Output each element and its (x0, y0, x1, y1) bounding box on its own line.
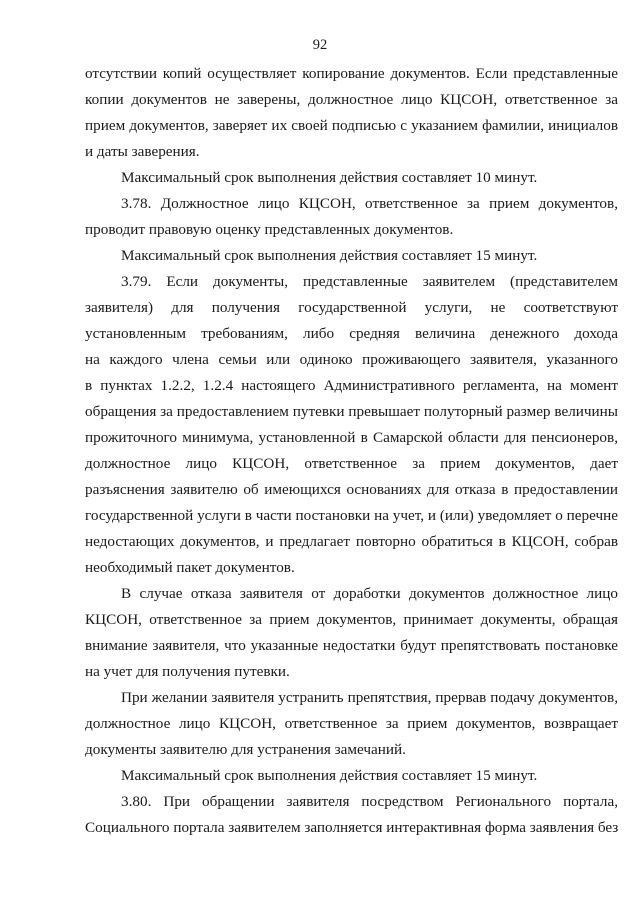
text-line: Максимальный срок выполнения действия составляет 15 минут. (121, 247, 538, 264)
text-line: 3.79. Если документы, представленные заявителем (представителем (121, 273, 618, 290)
text-line: КЦСОН, ответственное за прием документов, принимает документы, обращая (85, 611, 618, 628)
text-line: должностное лицо КЦСОН, ответственное за прием документов, дает (85, 455, 618, 472)
text-line: внимание заявителя, что указанные недостатки будут препятствовать постановке (85, 637, 618, 654)
page-number: 92 (312, 37, 328, 53)
text-line: 3.80. При обращении заявителя посредством Регионального портала, (121, 793, 618, 810)
text-line: В случае отказа заявителя от доработки документов должностное лицо (121, 585, 618, 602)
text-line: прожиточного минимума, установленной в Самарской области для пенсионеров, (85, 429, 618, 446)
text-line: 3.78. Должностное лицо КЦСОН, ответственное за прием документов, (121, 195, 618, 212)
text-line: копии документов не заверены, должностное лицо КЦСОН, ответственное за (85, 91, 618, 108)
text-line: на учет для получения путевки. (85, 663, 290, 680)
text-line: заявителя) для получения государственной услуги, не соответствуют (85, 299, 618, 316)
text-line: и даты заверения. (85, 143, 200, 160)
text-line: отсутствии копий осуществляет копирование документов. Если представленные (85, 65, 618, 82)
text-line: Социального портала заявителем заполняется интерактивная форма заявления без (85, 819, 619, 836)
text-line: должностное лицо КЦСОН, ответственное за прием документов, возвращает (85, 715, 618, 732)
text-line: прием документов, заверяет их своей подписью с указанием фамилии, инициалов (85, 117, 618, 134)
text-line: установленным требованиям, либо средняя величина денежного дохода (85, 325, 618, 342)
text-line: При желании заявителя устранить препятствия, прервав подачу документов, (121, 689, 618, 706)
text-line: проводит правовую оценку представленных документов. (85, 221, 454, 238)
text-line: разъяснения заявителю об имеющихся основаниях для отказа в предоставлении (85, 481, 618, 498)
text-line: Максимальный срок выполнения действия составляет 10 минут. (121, 169, 538, 186)
text-line: Максимальный срок выполнения действия составляет 15 минут. (121, 767, 538, 784)
text-line: необходимый пакет документов. (85, 559, 295, 576)
text-line: документы заявителю для устранения замечаний. (85, 741, 406, 758)
body-text (85, 61, 618, 841)
text-line: обращения за предоставлением путевки превышает полуторный размер величины (85, 403, 618, 420)
text-line: государственной услуги в части постановки на учет, и (или) уведомляет о перечне (85, 507, 618, 524)
text-line: недостающих документов, и предлагает повторно обратиться в КЦСОН, собрав (85, 533, 618, 550)
text-line: на каждого члена семьи или одиноко проживающего заявителя, указанного (85, 351, 618, 368)
text-line: в пунктах 1.2.2, 1.2.4 настоящего Административного регламента, на момент (85, 377, 618, 394)
